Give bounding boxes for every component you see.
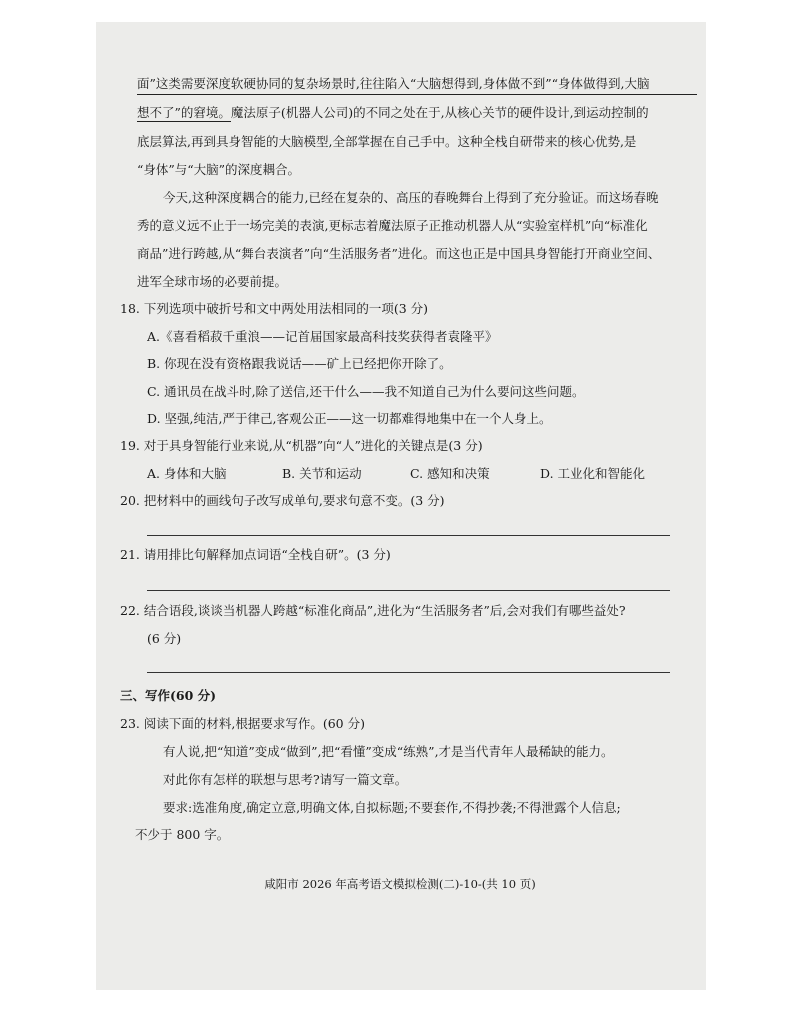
passage-line: 商品”进行跨越,从“舞台表演者”向“生活服务者”进化。而这也正是中国具身智能打开商业空间、 — [137, 246, 661, 261]
passage-line: 今天,这种深度耦合的能力,已经在复杂的、高压的春晚舞台上得到了充分验证。而这场春晚 — [163, 190, 659, 205]
underlined-sentence-end: 想不了”的窘境。 — [137, 105, 231, 120]
q23-prompt: 对此你有怎样的联想与思考?请写一篇文章。 — [163, 772, 408, 787]
question-18-stem: 18. 下列选项中破折号和文中两处用法相同的一项(3 分) — [120, 301, 429, 316]
passage-line: “身体”与“大脑”的深度耦合。 — [137, 162, 301, 177]
q19-options — [147, 465, 687, 483]
q18-option-a: A.《喜看稻菽千重浪——记首届国家最高科技奖获得者袁隆平》 — [147, 329, 498, 344]
question-23-stem: 23. 阅读下面的材料,根据要求写作。(60 分) — [120, 716, 365, 731]
question-21-stem: 21. 请用排比句解释加点词语“全栈自研”。(3 分) — [120, 547, 391, 562]
question-22-stem: 22. 结合语段,谈谈当机器人跨越“标准化商品”,进化为“生活服务者”后,会对我们有哪些益处? — [120, 603, 626, 618]
q19-option-b: B. 关节和运动 — [282, 466, 362, 481]
q23-requirements-cont: 不少于 800 字。 — [135, 827, 230, 842]
passage-line-rest: 魔法原子(机器人公司)的不同之处在于,从核心关节的硬件设计,到运动控制的 — [230, 105, 649, 120]
page-footer: 咸阳市 2026 年高考语文模拟检测(二)-10-(共 10 页) — [264, 877, 536, 891]
q23-requirements: 要求:选准角度,确定立意,明确文体,自拟标题;不要套作,不得抄袭;不得泄露个人信息; — [163, 800, 621, 815]
passage-line: 底层算法,再到具身智能的大脑模型,全部掌握在自己手中。这种全栈自研带来的核心优势,是 — [137, 134, 637, 149]
passage-line — [137, 104, 697, 122]
passage-line: 进军全球市场的必要前提。 — [137, 274, 288, 289]
q18-option-b: B. 你现在没有资格跟我说话——矿上已经把你开除了。 — [147, 356, 452, 371]
q18-option-c: C. 通讯员在战斗时,除了送信,还干什么——我不知道自己为什么要问这些问题。 — [147, 384, 585, 399]
passage-line: 面”这类需要深度软硬协同的复杂场景时,往往陷入“大脑想得到,身体做不到”“身体做得到,大脑 — [137, 75, 697, 95]
section-3-title: 三、写作(60 分) — [120, 688, 217, 703]
q18-option-d: D. 坚强,纯洁,严于律己,客观公正——这一切都难得地集中在一个人身上。 — [147, 411, 552, 426]
q22-answer-line[interactable] — [147, 672, 670, 673]
question-22-score: (6 分) — [147, 631, 182, 646]
q23-material: 有人说,把“知道”变成“做到”,把“看懂”变成“练熟”,才是当代青年人最稀缺的能力。 — [163, 744, 614, 759]
question-19-stem: 19. 对于具身智能行业来说,从“机器”向“人”进化的关键点是(3 分) — [120, 438, 483, 453]
question-20-stem: 20. 把材料中的画线句子改写成单句,要求句意不变。(3 分) — [120, 493, 445, 508]
q21-answer-line[interactable] — [147, 590, 670, 591]
q19-option-a: A. 身体和大脑 — [147, 466, 227, 481]
q19-option-c: C. 感知和决策 — [410, 466, 490, 481]
q20-answer-line[interactable] — [147, 535, 670, 536]
passage-line: 秀的意义远不止于一场完美的表演,更标志着魔法原子正推动机器人从“实验室样机”向“标准化 — [137, 218, 648, 233]
q19-option-d: D. 工业化和智能化 — [540, 466, 646, 481]
